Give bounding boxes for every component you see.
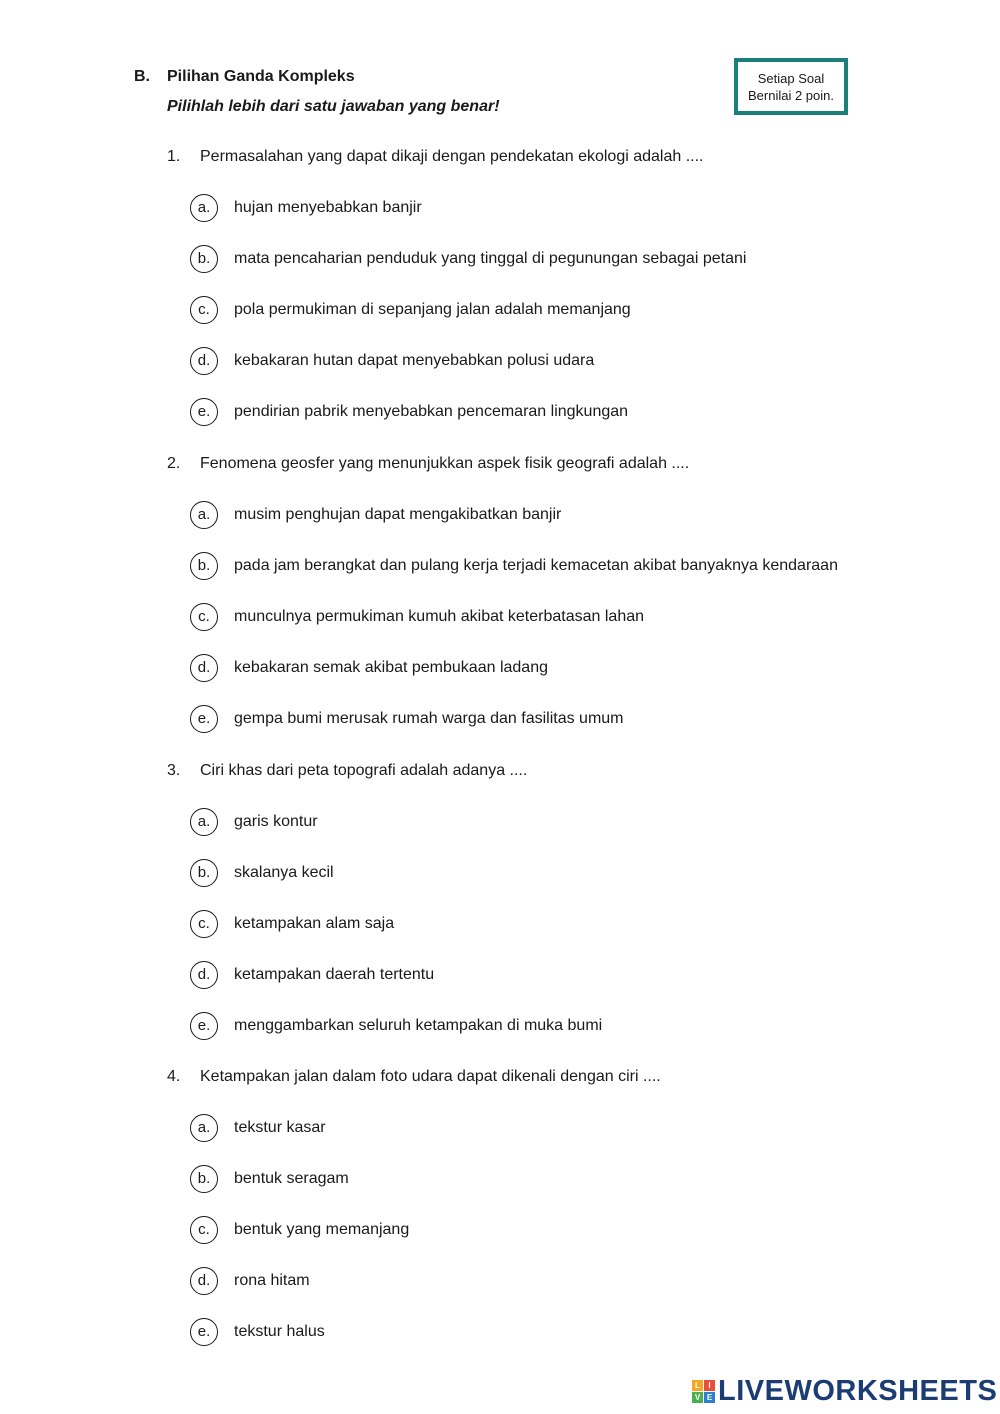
option-text: bentuk yang memanjang	[234, 1221, 410, 1238]
answer-checkbox[interactable]	[190, 552, 218, 580]
question-text: Permasalahan yang dapat dikaji dengan pendekatan ekologi adalah ....	[200, 148, 704, 165]
answer-checkbox[interactable]	[190, 1216, 218, 1244]
option-letter: c.	[198, 914, 210, 932]
score-box	[734, 58, 848, 115]
question-number: 1.	[167, 148, 181, 165]
option-letter: c.	[198, 300, 210, 318]
option-letter: b.	[197, 1169, 211, 1187]
option-text: pendirian pabrik menyebabkan pencemaran lingkungan	[234, 403, 629, 420]
option-letter: a.	[197, 1118, 211, 1136]
answer-checkbox[interactable]	[190, 1267, 218, 1295]
option-letter: c.	[198, 1220, 210, 1238]
option-text: skalanya kecil	[234, 864, 334, 881]
question-number: 3.	[167, 762, 181, 779]
option-letter: a.	[197, 505, 211, 523]
liveworksheets-logo	[692, 1375, 997, 1407]
logo-tile: L	[692, 1380, 703, 1391]
option-letter: d.	[197, 351, 211, 369]
option-letter: e.	[197, 402, 211, 420]
option-letter: b.	[197, 556, 211, 574]
option-letter: d.	[197, 965, 211, 983]
option-text: munculnya permukiman kumuh akibat keterbatasan lahan	[234, 608, 645, 625]
answer-checkbox[interactable]	[190, 245, 218, 273]
logo-tile: E	[704, 1392, 715, 1403]
option-letter: a.	[197, 198, 211, 216]
option-letter: b.	[197, 863, 211, 881]
option-text: hujan menyebabkan banjir	[234, 199, 422, 216]
score-box-line-1: Setiap Soal	[757, 70, 825, 86]
option-text: garis kontur	[234, 813, 318, 830]
answer-checkbox[interactable]	[190, 347, 218, 375]
option-text: mata pencaharian penduduk yang tinggal di pegunungan sebagai petani	[234, 250, 747, 267]
score-box-line-2: Bernilai 2 poin.	[748, 87, 834, 103]
option-letter: a.	[197, 812, 211, 830]
question-text: Ketampakan jalan dalam foto udara dapat dikenali dengan ciri ....	[200, 1068, 661, 1085]
answer-checkbox[interactable]	[190, 398, 218, 426]
answer-checkbox[interactable]	[190, 910, 218, 938]
answer-checkbox[interactable]	[190, 961, 218, 989]
option-text: kebakaran semak akibat pembukaan ladang	[234, 659, 548, 676]
section-letter: B.	[134, 68, 150, 85]
answer-checkbox[interactable]	[190, 705, 218, 733]
answer-checkbox[interactable]	[190, 654, 218, 682]
option-letter: e.	[197, 1016, 211, 1034]
option-letter: e.	[197, 1322, 211, 1340]
option-text: pola permukiman di sepanjang jalan adalah memanjang	[234, 301, 631, 318]
option-text: tekstur kasar	[234, 1119, 326, 1136]
answer-checkbox[interactable]	[190, 1114, 218, 1142]
answer-checkbox[interactable]	[190, 1165, 218, 1193]
question-number: 4.	[167, 1068, 181, 1085]
option-text: menggambarkan seluruh ketampakan di muka bumi	[234, 1017, 603, 1034]
question-text: Ciri khas dari peta topografi adalah adanya ....	[200, 762, 528, 779]
option-text: rona hitam	[234, 1272, 310, 1289]
answer-checkbox[interactable]	[190, 296, 218, 324]
option-text: gempa bumi merusak rumah warga dan fasilitas umum	[234, 710, 624, 727]
option-text: musim penghujan dapat mengakibatkan banjir	[234, 506, 562, 523]
option-text: ketampakan daerah tertentu	[234, 966, 435, 983]
instruction-text: Pilihlah lebih dari satu jawaban yang benar!	[167, 98, 500, 115]
question-number: 2.	[167, 455, 181, 472]
option-letter: d.	[197, 658, 211, 676]
option-letter: e.	[197, 709, 211, 727]
option-text: kebakaran hutan dapat menyebabkan polusi udara	[234, 352, 595, 369]
logo-tile: I	[704, 1380, 715, 1391]
answer-checkbox[interactable]	[190, 1012, 218, 1040]
option-letter: d.	[197, 1271, 211, 1289]
logo-tile: V	[692, 1392, 703, 1403]
option-letter: c.	[198, 607, 210, 625]
answer-checkbox[interactable]	[190, 501, 218, 529]
answer-checkbox[interactable]	[190, 808, 218, 836]
answer-checkbox[interactable]	[190, 194, 218, 222]
question-text: Fenomena geosfer yang menunjukkan aspek fisik geografi adalah ....	[200, 455, 690, 472]
option-text: bentuk seragam	[234, 1170, 349, 1187]
logo-wordmark: LIVEWORKSHEETS	[718, 1374, 998, 1407]
option-text: tekstur halus	[234, 1323, 325, 1340]
option-text: pada jam berangkat dan pulang kerja terjadi kemacetan akibat banyaknya kendaraan	[234, 557, 838, 574]
option-text: ketampakan alam saja	[234, 915, 395, 932]
answer-checkbox[interactable]	[190, 603, 218, 631]
logo-tiles	[692, 1380, 715, 1403]
answer-checkbox[interactable]	[190, 1318, 218, 1346]
answer-checkbox[interactable]	[190, 859, 218, 887]
section-title: Pilihan Ganda Kompleks	[167, 68, 355, 85]
option-letter: b.	[197, 249, 211, 267]
